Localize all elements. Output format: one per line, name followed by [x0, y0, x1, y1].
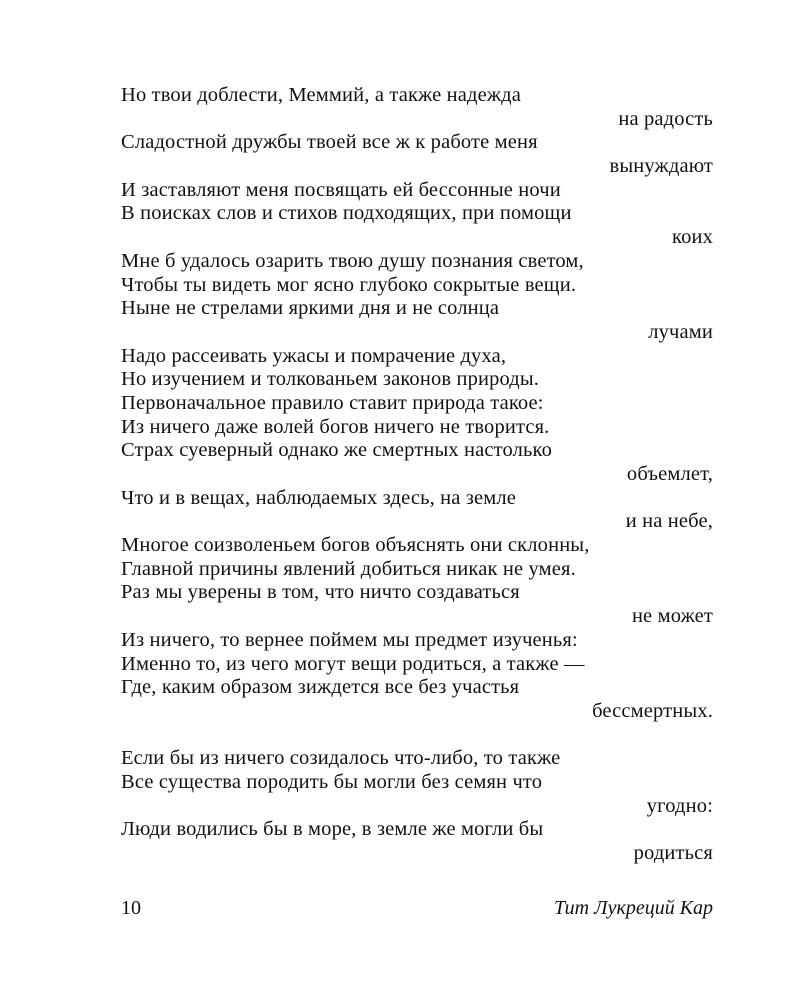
stanza — [121, 747, 713, 865]
verse-line-continuation: объемлет, — [626, 463, 713, 485]
page-number: 10 — [121, 897, 141, 919]
verse-line: И заставляют меня посвящать ей бессонные ночи — [121, 178, 561, 201]
verse-line-continuation: не может — [631, 605, 713, 628]
verse-line: В поисках слов и стихов подходящих, при помощи — [121, 202, 572, 225]
verse-line: Многое соизволеньем богов объяснять они склонны, — [121, 534, 590, 557]
verse-line-continuation: на радость — [618, 107, 713, 130]
verse-line: Именно то, из чего могут вещи родиться, а также — — [121, 652, 585, 675]
verse-line: Первоначальное правило ставит природа такое: — [121, 391, 544, 414]
stanza — [121, 84, 713, 724]
verse-line-continuation: бессмертных. — [592, 699, 713, 722]
verse-line-continuation: родиться — [633, 842, 713, 864]
verse-line: Страх суеверный однако же смертных настолько — [121, 439, 552, 462]
verse-line: Ныне не стрелами яркими дня и не солнца — [121, 297, 500, 320]
verse-line: Люди водились бы в море, в земле же могли бы — [121, 818, 544, 841]
running-title: Тит Лукреций Кар — [553, 897, 713, 919]
verse-line: Но изучением и толкованьем законов природы. — [121, 368, 540, 391]
verse-line: Все существа породить бы могли без семян что — [121, 770, 543, 793]
verse-line: Что и в вещах, наблюдаемых здесь, на земле — [121, 486, 517, 509]
verse-line: Главной причины явлений добиться никак не умея. — [121, 557, 576, 580]
verse-line: Чтобы ты видеть мог ясно глубоко сокрытые вещи. — [121, 273, 577, 296]
verse-line: Из ничего, то вернее поймем мы предмет изученья: — [121, 628, 578, 651]
verse-line-continuation: лучами — [648, 320, 713, 343]
verse-line: Где, каким образом зиждется все без участья — [121, 676, 520, 699]
verse-line-continuation: и на небе, — [625, 510, 713, 533]
verse-line: Раз мы уверены в том, что ничто создаваться — [121, 581, 520, 604]
verse-line-continuation: угодно: — [646, 794, 713, 817]
verse-line: Мне б удалось озарить твою душу познания светом, — [121, 249, 584, 272]
verse-line: Если бы из ничего созидалось что-либо, то также — [121, 747, 561, 770]
verse-line: Но твои доблести, Меммий, а также надежда — [121, 84, 521, 106]
verse-line: Надо рассеивать ужасы и помрачение духа, — [121, 344, 507, 367]
verse-line: Сладостной дружбы твоей все ж к работе меня — [121, 131, 538, 154]
poem-text — [121, 84, 713, 866]
verse-line: Из ничего даже волей богов ничего не творится. — [121, 415, 550, 438]
page-footer — [121, 896, 713, 920]
verse-line-continuation: коих — [672, 226, 713, 249]
verse-line-continuation: вынуждают — [609, 155, 713, 178]
